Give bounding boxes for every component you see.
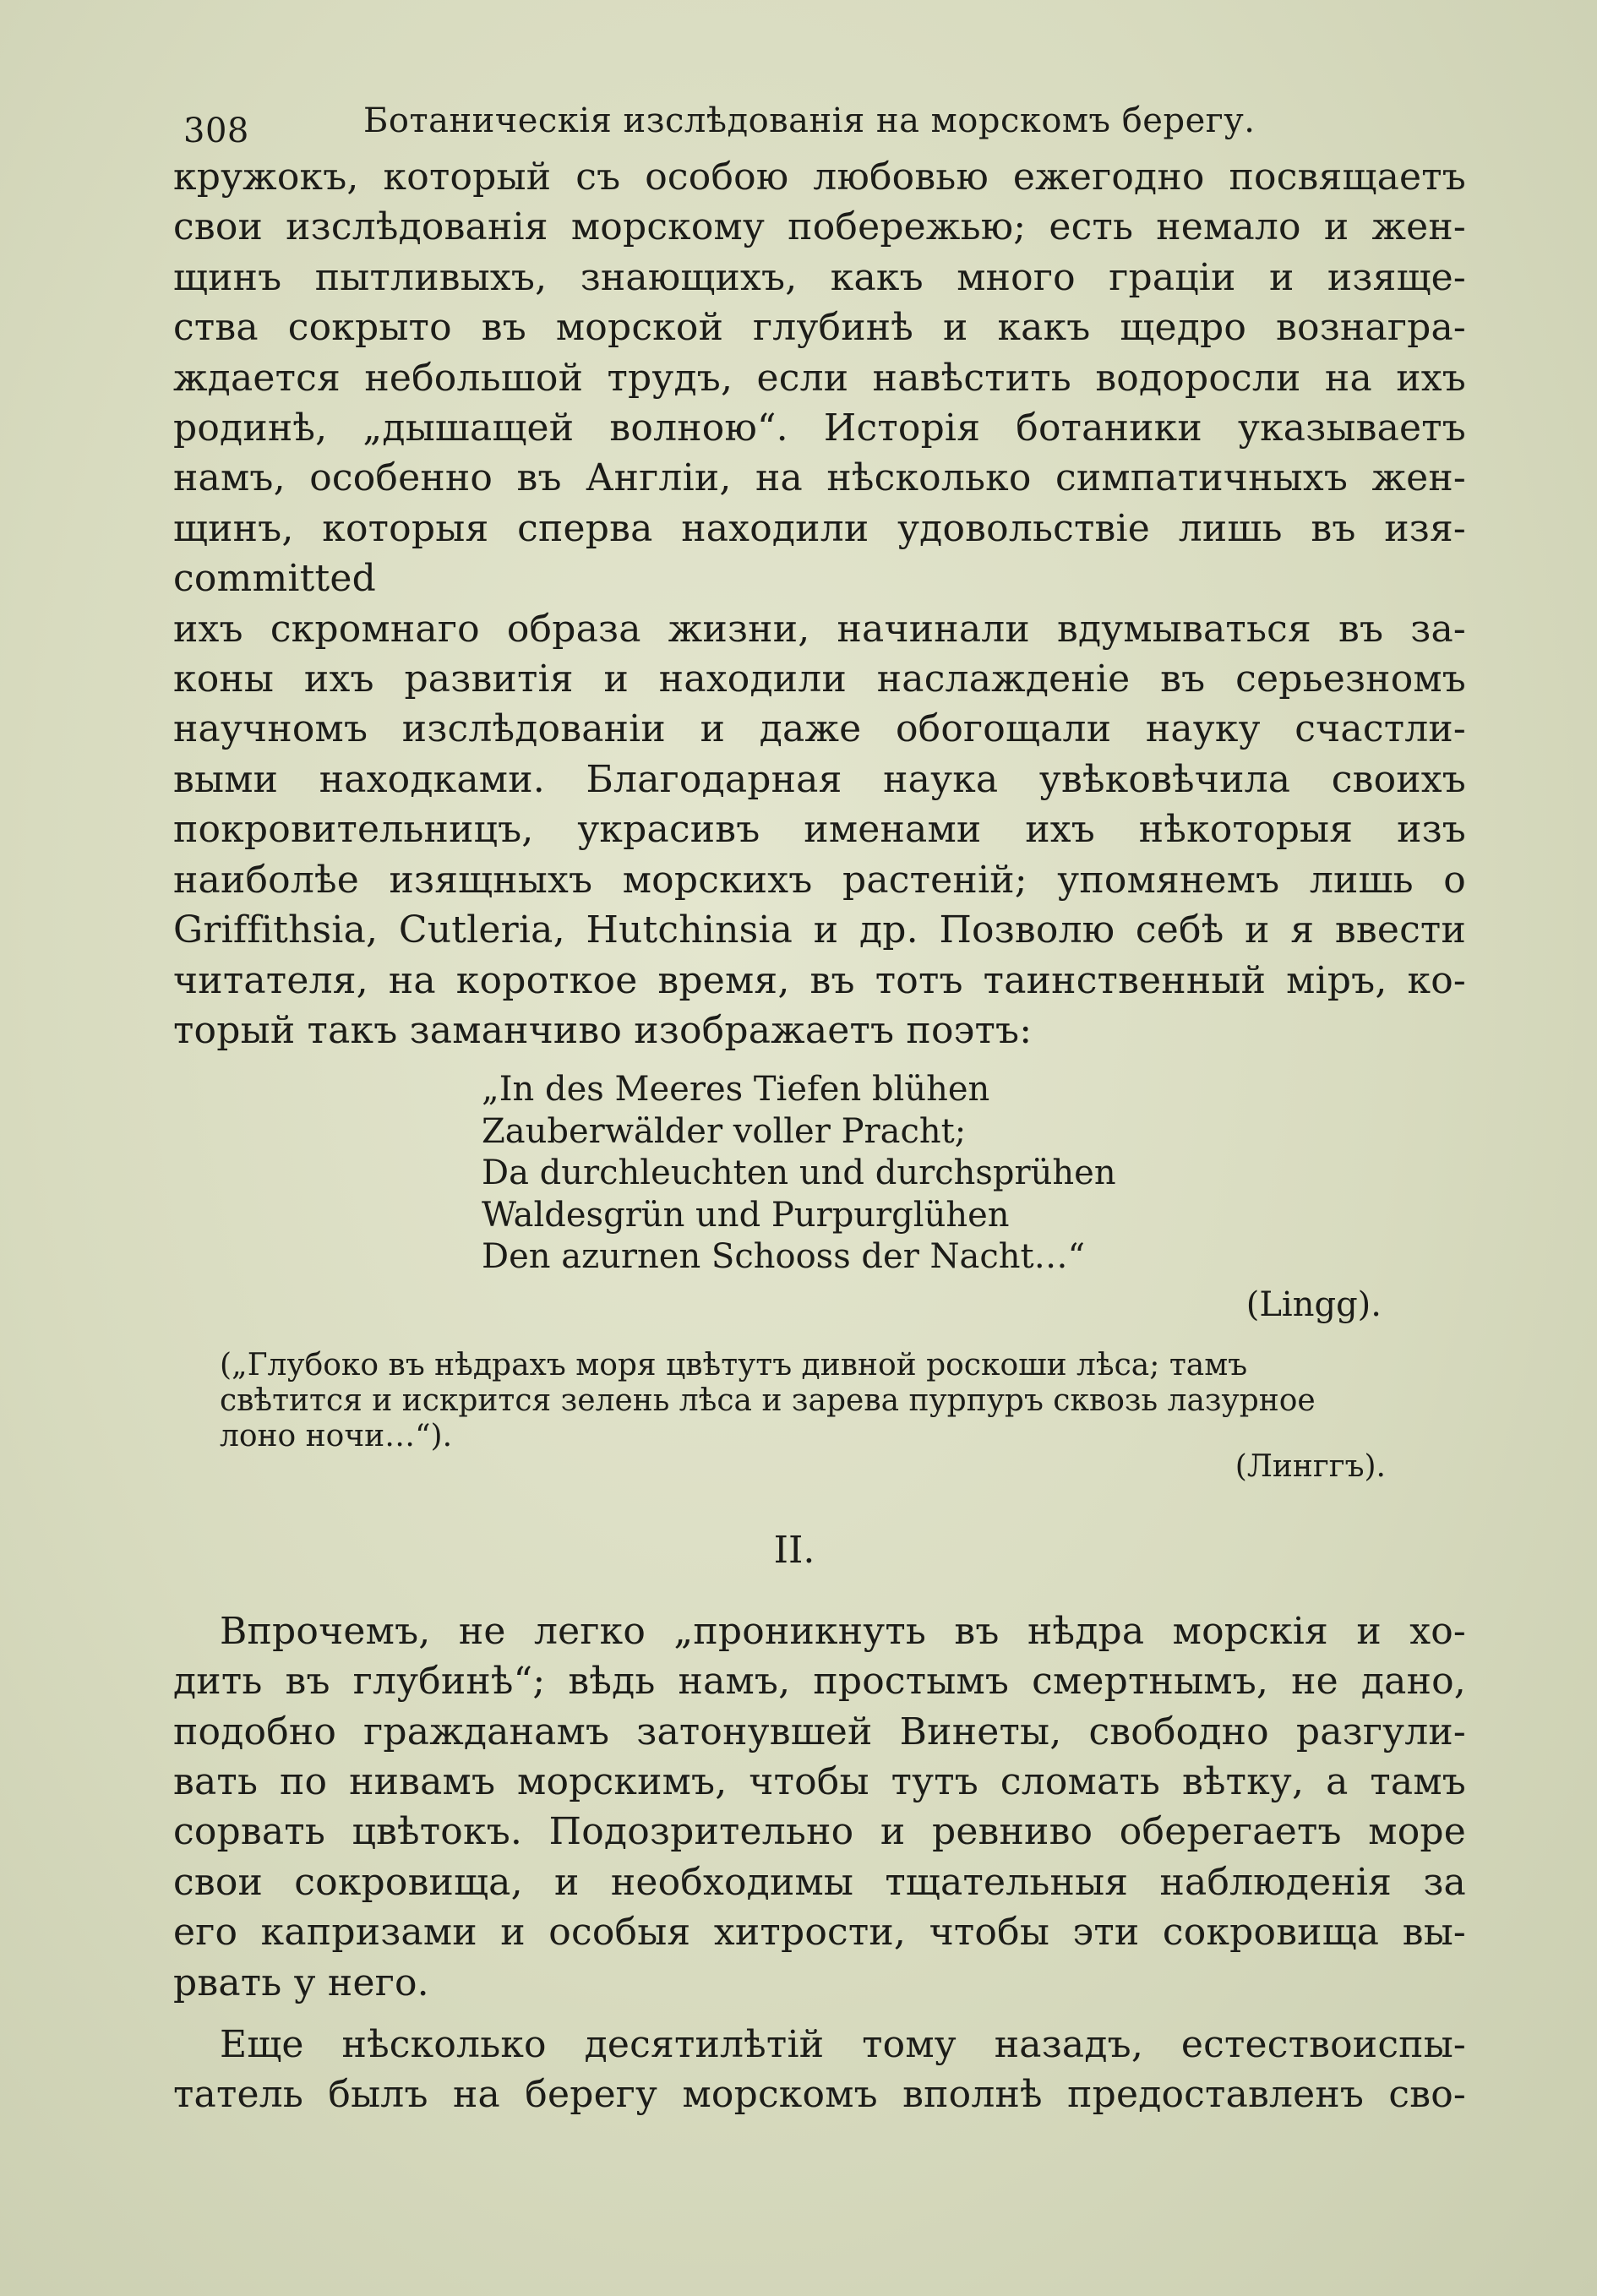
section-heading: II. [773,1528,815,1572]
poem-translation [220,1348,1466,1454]
text-line: рвать у него. [173,1961,429,2004]
text-line: его капризами и особыя хитрости, чтобы эти сокровища вы- [173,1911,1466,1955]
text-line: выми находками. Благодарная наука увѣковѣчила своихъ [173,757,1466,801]
poem-line: Da durchleuchten und durchsprühen [482,1153,1116,1193]
text-line: коны ихъ развитія и находили наслажденіе въ серьезномъ [173,657,1466,701]
text-line: ихъ скромнаго образа жизни, начинали вдумываться въ за- [173,607,1466,651]
text-line: committed [173,557,377,601]
poem-line: „In des Meeres Tiefen blühen [482,1070,990,1110]
text-line: намъ, особенно въ Англіи, на нѣсколько симпатичныхъ жен- [173,456,1466,500]
text-line: татель былъ на берегу морскомъ вполнѣ предоставленъ сво- [173,2073,1466,2117]
text-line: щинъ пытливыхъ, знающихъ, какъ много граціи и изяще- [173,255,1466,299]
text-line: кружокъ, который съ особою любовью ежегодно посвящаетъ [173,155,1466,199]
poem-quote [482,1069,1466,1279]
translation-attribution: (Линггъ). [1235,1448,1386,1484]
text-line: научномъ изслѣдованіи и даже обогощали науку счастли- [173,707,1466,751]
text-line: свои сокровища, и необходимы тщательныя наблюденія за [173,1860,1466,1904]
text-line: родинѣ, „дышащей волною“. Исторія ботаники указываетъ [173,406,1466,450]
book-page [173,93,1466,2120]
text-line: ждается небольшой трудъ, если навѣстить водоросли на ихъ [173,356,1466,400]
text-line: покровительницъ, украсивъ именами ихъ нѣкоторыя изъ [173,808,1466,852]
poem-attribution: (Lingg). [1245,1284,1382,1324]
text-line: сорвать цвѣтокъ. Подозрительно и ревниво оберегаетъ море [173,1810,1466,1854]
text-line: наиболѣе изящныхъ морскихъ растеній; упомянемъ лишь о [173,858,1466,902]
paragraph-2 [173,1606,1466,2008]
text-line: читателя, на короткое время, въ тотъ таинственный міръ, ко- [173,958,1466,1002]
text-line: дить въ глубинѣ“; вѣдь намъ, простымъ смертнымъ, не дано, [173,1660,1466,1704]
text-line: Впрочемъ, не легко „проникнуть въ нѣдра морскія и хо- [220,1609,1466,1653]
text-line: подобно гражданамъ затонувшей Винеты, свободно разгули- [173,1710,1466,1753]
translation-line: лоно ночи…“). [220,1418,453,1453]
text-line: торый такъ заманчиво изображаетъ поэтъ: [173,1008,1033,1052]
page-number: 308 [183,112,249,150]
text-line: Еще нѣсколько десятилѣтій тому назадъ, естествоиспы- [220,2023,1466,2067]
paragraph-3 [173,2020,1466,2120]
poem-line: Zauberwälder voller Pracht; [482,1111,967,1151]
running-head [173,93,1466,152]
poem-line: Waldesgrün und Purpurglühen [482,1195,1010,1235]
text-line: вать по нивамъ морскимъ, чтобы тутъ сломать вѣтку, а тамъ [173,1760,1466,1804]
translation-line: („Глубоко въ нѣдрахъ моря цвѣтутъ дивной роскоши лѣса; тамъ [220,1347,1248,1383]
running-title: Ботаническія изслѣдованія на морскомъ берегу. [363,101,1256,140]
text-line: свои изслѣдованія морскому побережью; есть немало и жен- [173,205,1466,249]
paragraph-1 [173,152,1466,1055]
text-line: Griffithsia, Cutleria, Hutchinsia и др. Позволю себѣ и я ввести [173,908,1466,952]
translation-line: свѣтится и искрится зелень лѣса и зарева пурпуръ сквозь лазурное [220,1383,1316,1418]
text-line: ства сокрыто въ морской глубинѣ и какъ щедро вознагра- [173,306,1466,350]
poem-line: Den azurnen Schooss der Nacht…“ [482,1237,1086,1277]
text-line: щинъ, которыя сперва находили удовольствіе лишь въ изя- [173,506,1466,550]
